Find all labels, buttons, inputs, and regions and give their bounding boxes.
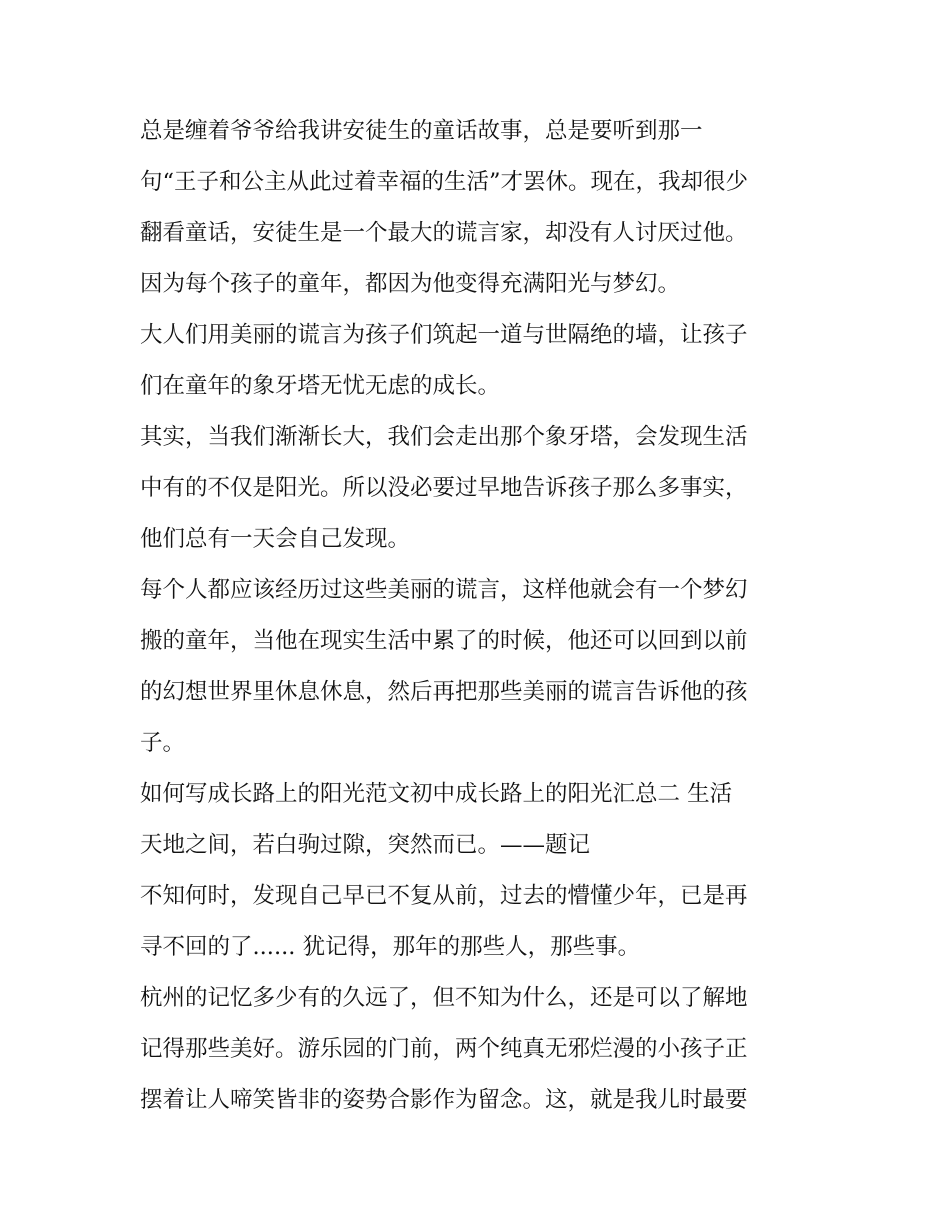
text-line: 天地之间，若白驹过隙，突然而已。——题记 [140,832,591,858]
text-line: 们在童年的象牙塔无忧无虑的成长。 [140,373,501,399]
text-line: 大人们用美丽的谎言为孩子们筑起一道与世隔绝的墙，让孩子 [140,322,748,348]
text-line: 如何写成长路上的阳光范文初中成长路上的阳光汇总二 生活 [140,781,733,807]
text-line: 记得那些美好。游乐园的门前，两个纯真无邪烂漫的小孩子正 [140,1036,748,1062]
text-line: 总是缠着爷爷给我讲安徒生的童话故事，总是要听到那一 [140,118,703,144]
text-line: 句“王子和公主从此过着幸福的生活”才罢休。现在，我却很少 [140,169,749,195]
text-line: 因为每个孩子的童年，都因为他变得充满阳光与梦幻。 [140,271,681,297]
text-line: 摆着让人啼笑皆非的姿势合影作为留念。这，就是我儿时最要 [140,1087,748,1113]
text-line: 中有的不仅是阳光。所以没必要过早地告诉孩子那么多事实， [140,475,748,501]
text-line: 寻不回的了...... 犹记得，那年的那些人，那些事。 [140,934,641,960]
text-line: 不知何时，发现自己早已不复从前，过去的懵懂少年，已是再 [140,883,748,909]
text-line: 他们总有一天会自己发现。 [140,526,411,552]
text-line: 子。 [140,730,186,756]
text-line: 每个人都应该经历过这些美丽的谎言，这样他就会有一个梦幻 [140,577,748,603]
text-line: 搬的童年，当他在现实生活中累了的时候，他还可以回到以前 [140,628,748,654]
text-line: 翻看童话，安徒生是一个最大的谎言家，却没有人讨厌过他。 [140,220,748,246]
text-line: 杭州的记忆多少有的久远了，但不知为什么，还是可以了解地 [140,985,748,1011]
text-line: 的幻想世界里休息休息，然后再把那些美丽的谎言告诉他的孩 [140,679,748,705]
body-text [140,106,840,1126]
text-line: 其实，当我们渐渐长大，我们会走出那个象牙塔，会发现生活 [140,424,748,450]
